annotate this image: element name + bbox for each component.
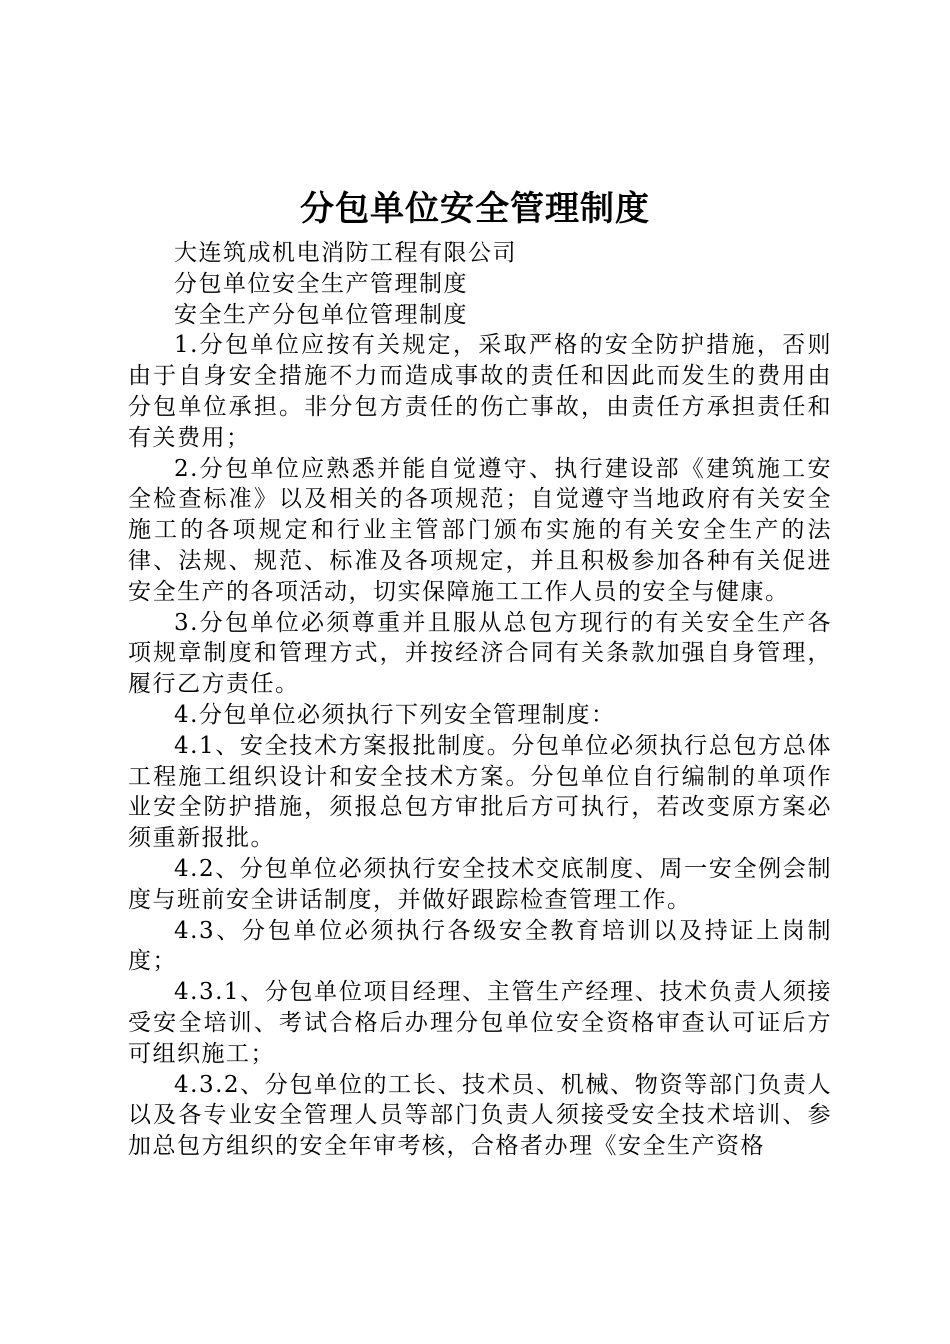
body-paragraph: 4.3、分包单位必须执行各级安全教育培训以及持证上岗制度； bbox=[128, 917, 832, 975]
body-paragraph: 3.分包单位必须尊重并且服从总包方现行的有关安全生产各项规章制度和管理方式，并按经济合同有关条款加强自身管理，履行乙方责任。 bbox=[128, 609, 832, 698]
document-title: 分包单位安全管理制度 bbox=[300, 189, 650, 229]
body-paragraph: 4.2、分包单位必须执行安全技术交底制度、周一安全例会制度与班前安全讲话制度，并做好跟踪检查管理工作。 bbox=[128, 855, 832, 913]
body-paragraph: 4.分包单位必须执行下列安全管理制度： bbox=[174, 701, 616, 728]
body-paragraph: 4.3.1、分包单位项目经理、主管生产经理、技术负责人须接受安全培训、考试合格后办理分包单位安全资格审查认可证后方可组织施工； bbox=[128, 979, 832, 1067]
company-name: 大连筑成机电消防工程有限公司 bbox=[174, 240, 517, 266]
body-paragraph: 4.1、安全技术方案报批制度。分包单位必须执行总包方总体工程施工组织设计和安全技术方案。分包单位自行编制的单项作业安全防护措施，须报总包方审批后方可执行，若改变原方案必须重新报批。 bbox=[128, 732, 832, 852]
document-body bbox=[128, 238, 832, 1162]
body-paragraph: 1.分包单位应按有关规定，采取严格的安全防护措施，否则由于自身安全措施不力而造成事故的责任和因此而发生的费用由分包单位承担。非分包方责任的伤亡事故，由责任方承担责任和有关费用； bbox=[128, 332, 832, 451]
subtitle-line: 安全生产分包单位管理制度 bbox=[174, 301, 468, 328]
subtitle-line: 分包单位安全生产管理制度 bbox=[174, 270, 468, 297]
body-paragraph: 4.3.2、分包单位的工长、技术员、机械、物资等部门负责人以及各专业安全管理人员等部门负责人须接受安全技术培训、参加总包方组织的安全年审考核，合格者办理《安全生产资格 bbox=[128, 1071, 832, 1160]
body-paragraph: 2.分包单位应熟悉并能自觉遵守、执行建设部《建筑施工安全检查标准》以及相关的各项规范；自觉遵守当地政府有关安全施工的各项规定和行业主管部门颁布实施的有关安全生产的法律、法规、规范、标准及各项规定，并且积极参加各种有关促进安全生产的各项活动，切实保障施工工作人员的安全与健康。 bbox=[128, 455, 832, 605]
